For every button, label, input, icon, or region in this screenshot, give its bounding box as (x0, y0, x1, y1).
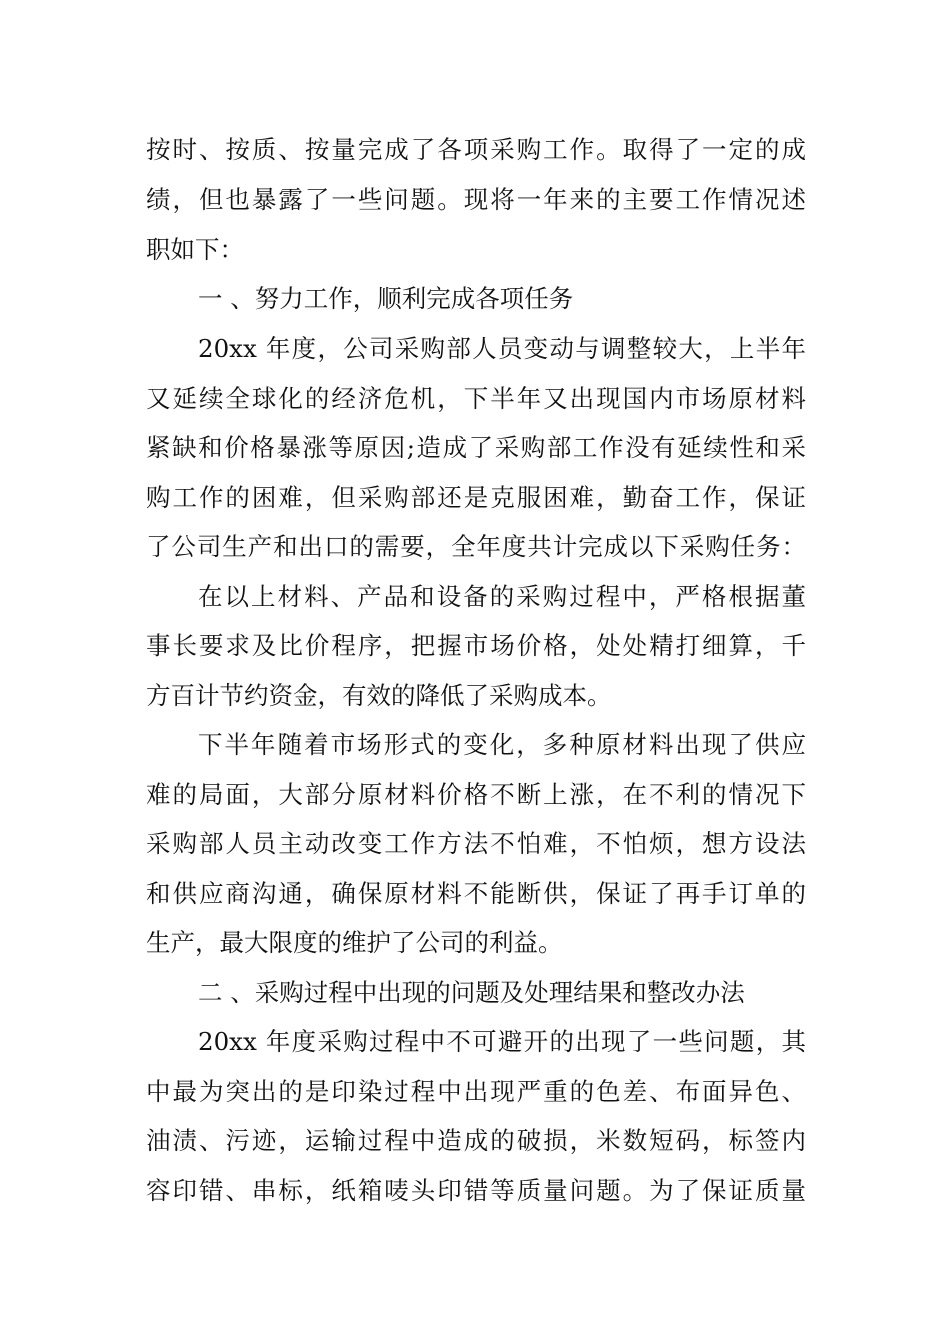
paragraph-line: 中最为突出的是印染过程中出现严重的色差、布面异色、 (146, 1077, 806, 1106)
section-heading-2: 二 、采购过程中出现的问题及处理结果和整改办法 (198, 978, 745, 1007)
paragraph-line: 又延续全球化的经济危机，下半年又出现国内市场原材料 (146, 384, 806, 413)
paragraph-line: 生产，最大限度的维护了公司的利益。 (146, 928, 563, 957)
paragraph-line: 下半年随着市场形式的变化，多种原材料出现了供应 (198, 730, 806, 759)
paragraph-line: 采购部人员主动改变工作方法不怕难，不怕烦，想方设法 (146, 829, 806, 858)
section-heading-1: 一 、努力工作，顺利完成各项任务 (198, 284, 574, 313)
paragraph-line: 油渍、污迹，运输过程中造成的破损，米数短码，标签内 (146, 1126, 806, 1155)
paragraph-line: 职如下： (146, 235, 244, 264)
paragraph-line: 在以上材料、产品和设备的采购过程中，严格根据董 (198, 582, 806, 611)
paragraph-line: 20xx 年度，公司采购部人员变动与调整较大，上半年 (198, 334, 806, 363)
paragraph-line: 方百计节约资金，有效的降低了采购成本。 (146, 681, 612, 710)
paragraph-line: 按时、按质、按量完成了各项采购工作。取得了一定的成 (146, 135, 806, 164)
paragraph-line: 紧缺和价格暴涨等原因;造成了采购部工作没有延续性和采 (146, 433, 806, 462)
paragraph-line: 容印错、串标，纸箱唛头印错等质量问题。为了保证质量 (146, 1176, 806, 1205)
paragraph-line: 和供应商沟通，确保原材料不能断供，保证了再手订单的 (146, 879, 806, 908)
paragraph-line: 购工作的困难，但采购部还是克服困难，勤奋工作，保证 (146, 483, 806, 512)
paragraph-line: 事长要求及比价程序，把握市场价格，处处精打细算，千 (146, 631, 806, 660)
paragraph-line: 难的局面，大部分原材料价格不断上涨，在不利的情况下 (146, 780, 806, 809)
paragraph-line: 了公司生产和出口的需要，全年度共计完成以下采购任务： (146, 532, 806, 561)
paragraph-line: 20xx 年度采购过程中不可避开的出现了一些问题，其 (198, 1027, 806, 1056)
paragraph-line: 绩，但也暴露了一些问题。现将一年来的主要工作情况述 (146, 185, 806, 214)
